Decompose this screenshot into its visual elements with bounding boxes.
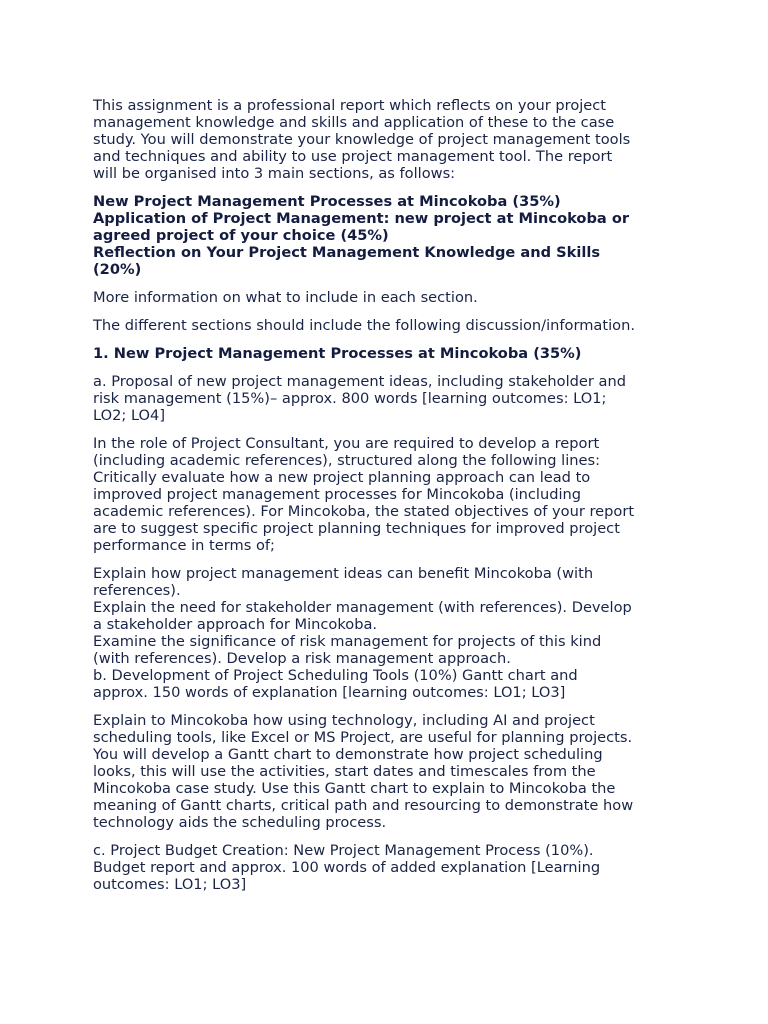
consultant-line: performance in terms of; — [93, 537, 275, 554]
technology-line: scheduling tools, like Excel or MS Project, are useful for planning projects. — [93, 729, 633, 746]
consultant-line: (including academic references), structured along the following lines: — [93, 452, 601, 469]
technology-line: meaning of Gantt charts, critical path and resourcing to demonstrate how — [93, 797, 634, 814]
part-c-line: outcomes: LO1; LO3] — [93, 876, 247, 893]
explain-line: Explain the need for stakeholder management (with references). Develop — [93, 599, 632, 616]
intro-paragraph — [93, 97, 678, 182]
section-list-item: Application of Project Management: new project at Mincokoba or — [93, 210, 630, 227]
part-c-paragraph — [93, 842, 678, 893]
different-sections-line: The different sections should include the following discussion/information. — [93, 317, 635, 334]
part-c-line: Budget report and approx. 100 words of added explanation [Learning — [93, 859, 601, 876]
sections-list — [93, 193, 678, 278]
technology-line: technology aids the scheduling process. — [93, 814, 387, 831]
explain-line: b. Development of Project Scheduling Tools (10%) Gantt chart and — [93, 667, 578, 684]
intro-line: will be organised into 3 main sections, as follows: — [93, 165, 456, 182]
more-info-line: More information on what to include in each section. — [93, 289, 478, 306]
consultant-line: are to suggest specific project planning techniques for improved project — [93, 520, 620, 537]
part-c-line: c. Project Budget Creation: New Project Management Process (10%). — [93, 842, 594, 859]
consultant-line: In the role of Project Consultant, you are required to develop a report — [93, 435, 600, 452]
explain-line: Explain how project management ideas can benefit Mincokoba (with — [93, 565, 594, 582]
consultant-line: Critically evaluate how a new project planning approach can lead to — [93, 469, 591, 486]
different-sections-paragraph — [93, 317, 678, 334]
technology-line: Mincokoba case study. Use this Gantt chart to explain to Mincokoba the — [93, 780, 616, 797]
technology-paragraph — [93, 712, 678, 831]
explain-paragraph — [93, 565, 678, 701]
consultant-paragraph — [93, 435, 678, 554]
more-info-paragraph — [93, 289, 678, 306]
technology-line: Explain to Mincokoba how using technology, including AI and project — [93, 712, 595, 729]
intro-line: management knowledge and skills and application of these to the case — [93, 114, 615, 131]
technology-line: You will develop a Gantt chart to demonstrate how project scheduling — [93, 746, 603, 763]
section-list-item: (20%) — [93, 261, 142, 278]
technology-line: looks, this will use the activities, start dates and timescales from the — [93, 763, 596, 780]
section1-heading-line: 1. New Project Management Processes at Mincokoba (35%) — [93, 345, 582, 362]
intro-line: and techniques and ability to use project management tool. The report — [93, 148, 613, 165]
document-page — [93, 97, 678, 904]
part-a-line: risk management (15%)– approx. 800 words [learning outcomes: LO1; — [93, 390, 607, 407]
part-a-line: LO2; LO4] — [93, 407, 166, 424]
part-a-line: a. Proposal of new project management ideas, including stakeholder and — [93, 373, 626, 390]
intro-line: This assignment is a professional report which reflects on your project — [93, 97, 607, 114]
explain-line: a stakeholder approach for Mincokoba. — [93, 616, 378, 633]
explain-line: Examine the significance of risk management for projects of this kind — [93, 633, 602, 650]
explain-line: references). — [93, 582, 181, 599]
section-list-item: Reflection on Your Project Management Knowledge and Skills — [93, 244, 601, 261]
section1-heading — [93, 345, 678, 362]
consultant-line: improved project management processes for Mincokoba (including — [93, 486, 582, 503]
consultant-line: academic references). For Mincokoba, the stated objectives of your report — [93, 503, 635, 520]
section-list-item: agreed project of your choice (45%) — [93, 227, 389, 244]
part-a-paragraph — [93, 373, 678, 424]
intro-line: study. You will demonstrate your knowledge of project management tools — [93, 131, 631, 148]
explain-line: approx. 150 words of explanation [learning outcomes: LO1; LO3] — [93, 684, 566, 701]
explain-line: (with references). Develop a risk management approach. — [93, 650, 511, 667]
section-list-item: New Project Management Processes at Mincokoba (35%) — [93, 193, 561, 210]
